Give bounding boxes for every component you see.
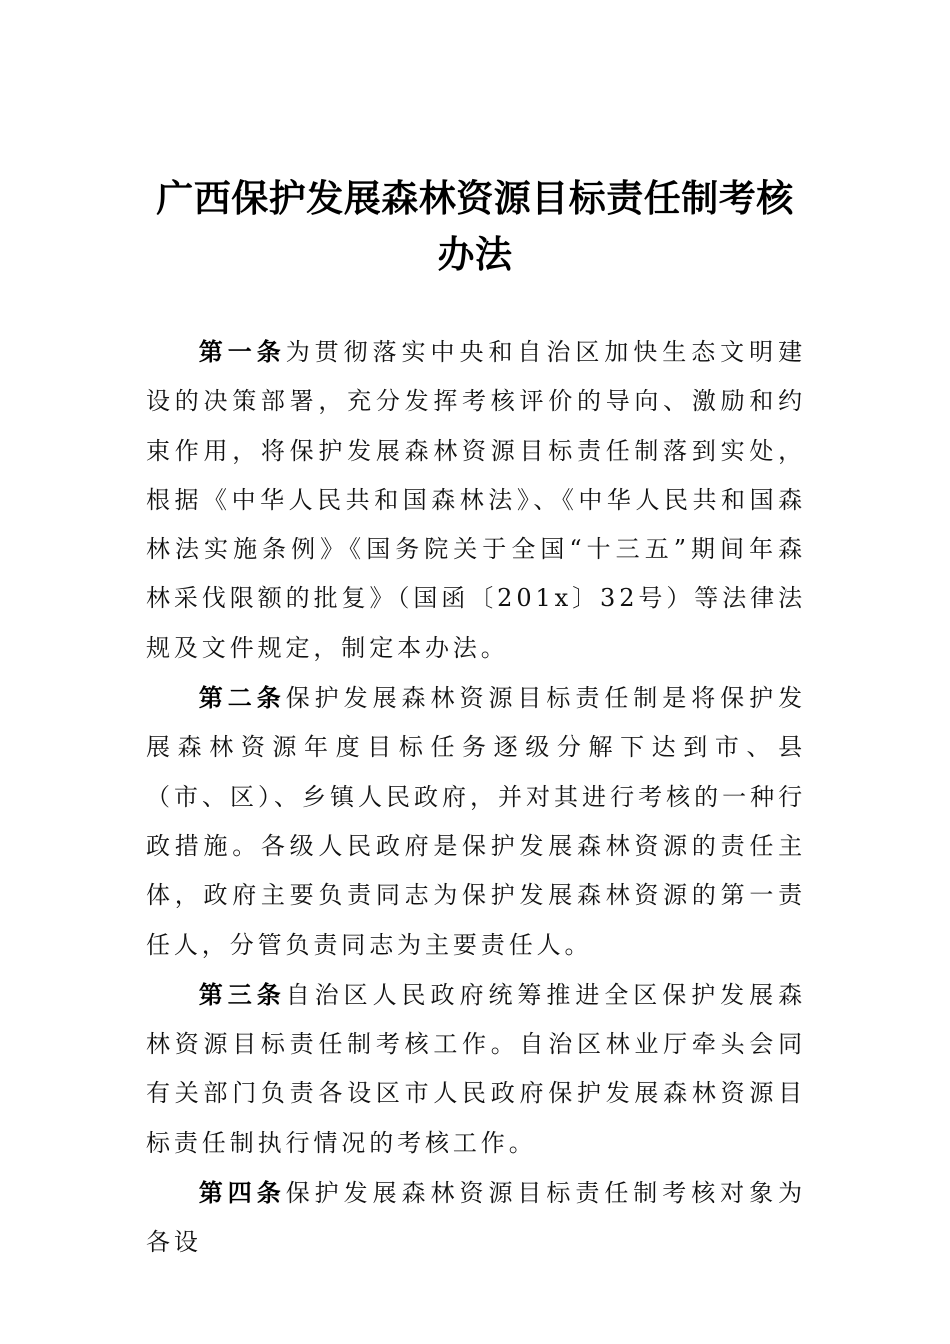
article-4-text: 保护发展森林资源目标责任制考核对象为各设 — [146, 1179, 807, 1257]
article-3-text: 自治区人民政府统筹推进全区保护发展森林资源目标责任制考核工作。自治区林业厅牵头会同有关部门负责各设区市人民政府保护发展森林资源目标责任制执行情况的考核工作。 — [146, 980, 807, 1157]
article-3 — [146, 970, 806, 1168]
document-title: 广西保护发展森林资源目标责任制考核办法 — [156, 176, 794, 276]
document-body — [146, 327, 806, 1268]
article-1-number: 第一条 — [198, 337, 286, 366]
article-2-number: 第二条 — [198, 683, 286, 713]
article-2 — [146, 673, 806, 970]
article-1-text: 为贯彻落实中央和自治区加快生态文明建设的决策部署，充分发挥考核评价的导向、激励和约束作用，将保护发展森林资源目标责任制落到实处，根据《中华人民共和国森林法》、《中华人民共和国森林法实施条例》《国务院关于全国“十三五”期间年森林采伐限额的批复》（国函〔201x〕32号）等法律法规及文件规定，制定本办法。 — [146, 338, 807, 662]
article-1 — [146, 327, 806, 673]
article-2-text: 保护发展森林资源目标责任制是将保护发展森林资源年度目标任务逐级分解下达到市、县（市、区）、乡镇人民政府，并对其进行考核的一种行政措施。各级人民政府是保护发展森林资源的责任主体，政府主要负责同志为保护发展森林资源的第一责任人，分管负责同志为主要责任人。 — [146, 684, 807, 959]
article-4 — [146, 1168, 806, 1268]
article-4-number: 第四条 — [198, 1178, 286, 1208]
article-3-number: 第三条 — [198, 979, 286, 1009]
